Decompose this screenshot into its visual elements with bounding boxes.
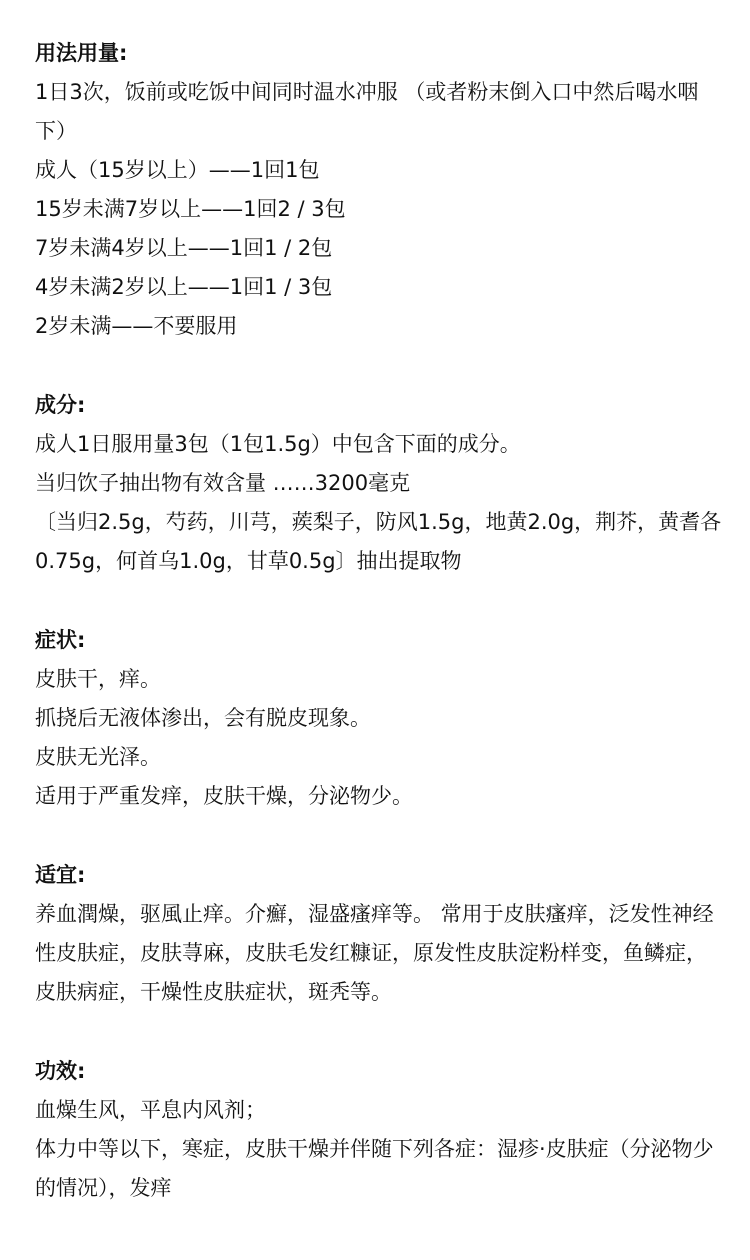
dosage-age-7-15: 15岁未满7岁以上——1回2 / 3包 [35, 197, 346, 221]
ingredients-extract-amount: 当归饮子抽出物有效含量 ……3200毫克 [35, 471, 411, 495]
symptom-line: 皮肤无光泽。 [35, 745, 161, 769]
usage-instruction: 1日3次，饭前或吃饭中间同时温水冲服 （或者粉末倒入口中然后喝水咽下） [35, 80, 699, 143]
symptom-line: 抓挠后无液体渗出，会有脱皮现象。 [35, 706, 371, 730]
indications-text: 养血潤燥，驱風止痒。介癬，湿盛瘙痒等。 常用于皮肤瘙痒，泛发性神经性皮肤症，皮肤荨麻，皮肤毛发红糠证，原发性皮肤淀粉样变，鱼鳞症，皮肤病症，干燥性皮肤症状，斑秃等。 [35, 902, 714, 1004]
ingredients-section [35, 386, 725, 581]
dosage-under-2: 2岁未满——不要服用 [35, 314, 238, 338]
symptom-line: 适用于严重发痒，皮肤干燥，分泌物少。 [35, 784, 413, 808]
symptoms-heading: 症状: [35, 628, 86, 652]
symptoms-section [35, 621, 725, 816]
efficacy-line: 血燥生风，平息内风剂； [35, 1098, 266, 1122]
ingredients-intro: 成人1日服用量3包（1包1.5g）中包含下面的成分。 [35, 432, 521, 456]
usage-dosage-heading: 用法用量: [35, 41, 128, 65]
indications-heading: 适宜: [35, 863, 86, 887]
ingredients-heading: 成分: [35, 393, 86, 417]
efficacy-heading: 功效: [35, 1059, 86, 1083]
ingredients-list: 〔当归2.5g，芍药，川芎，蒺梨子，防风1.5g，地黄2.0g，荆芥，黄耆各0.75g，何首乌1.0g，甘草0.5g〕抽出提取物 [35, 510, 722, 573]
dosage-adult: 成人（15岁以上）——1回1包 [35, 158, 320, 182]
symptom-line: 皮肤干，痒。 [35, 667, 161, 691]
dosage-age-2-4: 4岁未满2岁以上——1回1 / 3包 [35, 275, 333, 299]
document-body [35, 34, 725, 1208]
efficacy-section [35, 1052, 725, 1208]
indications-section [35, 856, 725, 1012]
dosage-age-4-7: 7岁未满4岁以上——1回1 / 2包 [35, 236, 333, 260]
efficacy-line: 体力中等以下，寒症，皮肤干燥并伴随下列各症：湿疹·皮肤症（分泌物少的情况），发痒 [35, 1137, 714, 1200]
usage-dosage-section [35, 34, 725, 346]
